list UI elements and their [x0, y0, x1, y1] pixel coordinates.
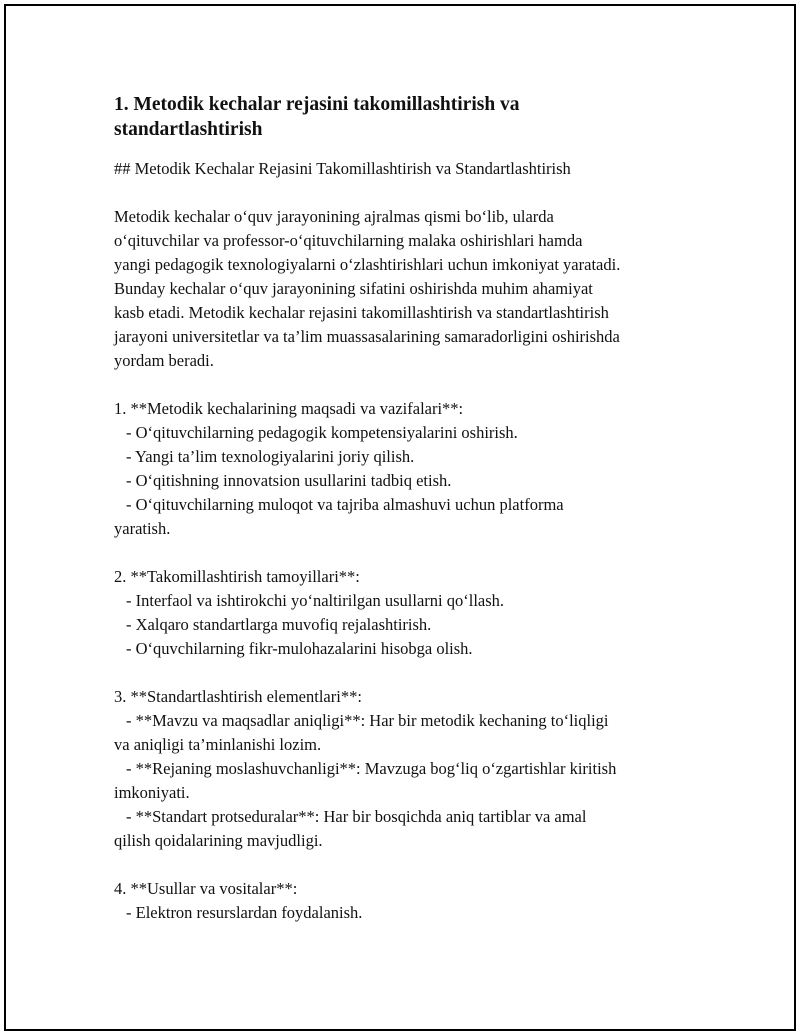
intro-paragraph — [114, 205, 694, 373]
list-item: - **Rejaning moslashuvchanligi**: Mavzuga bog‘liq o‘zgartishlar kiritish — [126, 759, 617, 778]
intro-line: o‘qituvchilar va professor-o‘qituvchilarning malaka oshirishlari hamda — [114, 231, 583, 250]
intro-line: yordam beradi. — [114, 351, 214, 370]
list-item-continuation: qilish qoidalarining mavjudligi. — [114, 831, 323, 850]
document-heading — [114, 92, 694, 142]
section-4-title: 4. **Usullar va vositalar**: — [114, 879, 298, 898]
intro-line: Bunday kechalar o‘quv jarayonining sifatini oshirishda muhim ahamiyat — [114, 279, 593, 298]
list-item-continuation: yaratish. — [114, 519, 171, 538]
document-subheading: ## Metodik Kechalar Rejasini Takomillashtirish va Standartlashtirish — [114, 159, 571, 178]
section-1-title: 1. **Metodik kechalarining maqsadi va vazifalari**: — [114, 399, 464, 418]
list-item: - **Standart protseduralar**: Har bir bosqichda aniq tartiblar va amal — [126, 807, 587, 826]
list-item: - Elektron resurslardan foydalanish. — [126, 903, 363, 922]
heading-line-2: standartlashtirish — [114, 119, 263, 140]
intro-line: yangi pedagogik texnologiyalarni o‘zlashtirishlari uchun imkoniyat yaratadi. — [114, 255, 621, 274]
intro-line: kasb etadi. Metodik kechalar rejasini takomillashtirish va standartlashtirish — [114, 303, 609, 322]
section-4 — [114, 877, 694, 925]
section-2 — [114, 565, 694, 661]
list-item: - O‘qituvchilarning pedagogik kompetensiyalarini oshirish. — [126, 423, 518, 442]
section-3-title: 3. **Standartlashtirish elementlari**: — [114, 687, 362, 706]
section-1 — [114, 397, 694, 541]
intro-line: Metodik kechalar o‘quv jarayonining ajralmas qismi bo‘lib, ularda — [114, 207, 554, 226]
intro-line: jarayoni universitetlar va ta’lim muassasalarining samaradorligini oshirishda — [114, 327, 620, 346]
list-item: - O‘quvchilarning fikr-mulohazalarini hisobga olish. — [126, 639, 473, 658]
list-item: - **Mavzu va maqsadlar aniqligi**: Har bir metodik kechaning to‘liqligi — [126, 711, 609, 730]
list-item: - Xalqaro standartlarga muvofiq rejalashtirish. — [126, 615, 432, 634]
list-item: - Yangi ta’lim texnologiyalarini joriy qilish. — [126, 447, 415, 466]
list-item: - O‘qituvchilarning muloqot va tajriba almashuvi uchun platforma — [126, 495, 564, 514]
list-item: - O‘qitishning innovatsion usullarini tadbiq etish. — [126, 471, 452, 490]
section-2-title: 2. **Takomillashtirish tamoyillari**: — [114, 567, 360, 586]
list-item: - Interfaol va ishtirokchi yo‘naltirilgan usullarni qo‘llash. — [126, 591, 505, 610]
list-item-continuation: va aniqligi ta’minlanishi lozim. — [114, 735, 322, 754]
section-3 — [114, 685, 694, 853]
list-item-continuation: imkoniyati. — [114, 783, 190, 802]
document-body — [114, 92, 694, 949]
heading-line-1: 1. Metodik kechalar rejasini takomillashtirish va — [114, 94, 520, 115]
